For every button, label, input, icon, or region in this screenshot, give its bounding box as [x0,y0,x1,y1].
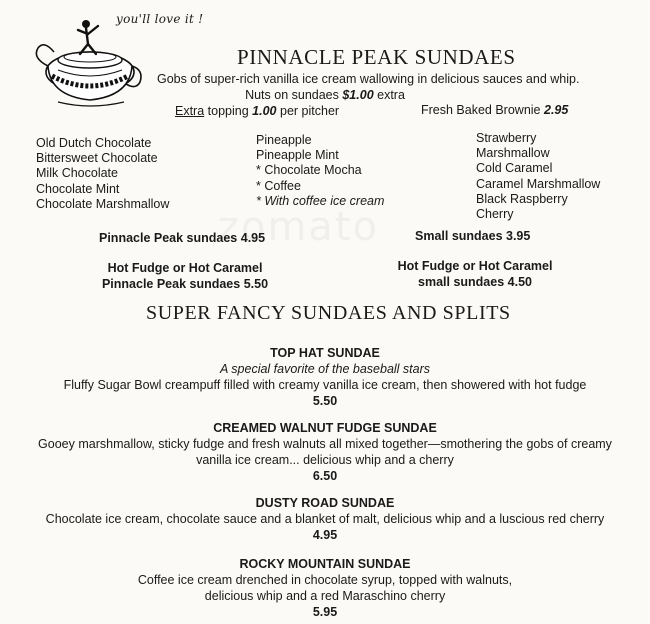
item-name: CREAMED WALNUT FUDGE SUNDAE [213,421,437,435]
intro-description: Gobs of super-rich vanilla ice cream wallowing in delicious sauces and whip. [157,72,580,86]
menu-item-creamed-walnut [0,420,650,484]
flavor-item: Chocolate Mint [36,181,120,196]
flavor-item: Chocolate Marshmallow [36,196,170,211]
item-description: Fluffy Sugar Bowl creampuff filled with creamy vanilla ice cream, then showered with hot fudge [63,378,587,392]
item-name: DUSTY ROAD SUNDAE [255,496,395,510]
menu-item-dusty-road [0,495,650,543]
brownie-price: 2.95 [544,103,569,117]
flavor-item: Old Dutch Chocolate [36,136,152,150]
flavor-item: Strawberry [476,131,537,145]
item-price: 6.50 [312,469,338,483]
item-name: ROCKY MOUNTAIN SUNDAE [239,557,411,571]
price-small: Small sundaes 3.95 [415,229,531,243]
flavor-item: Caramel Marshmallow [476,176,601,191]
flavor-item: Marshmallow [476,146,550,161]
item-subtitle: A special favorite of the baseball stars [219,362,431,376]
topping-line [175,104,339,118]
price-pinnacle: Pinnacle Peak sundaes 4.95 [99,231,266,245]
item-description: delicious whip and a red Maraschino cherry [204,589,446,603]
flavor-item: Pineapple [256,133,312,147]
nuts-price: $1.00 [342,88,374,102]
menu-item-top-hat [0,345,650,409]
item-description: Coffee ice cream drenched in chocolate syrup, topped with walnuts, [137,573,513,587]
item-price: 4.95 [312,528,338,542]
flavor-item: * Coffee [256,178,301,193]
menu-item-rocky-mountain [0,556,650,620]
item-name: TOP HAT SUNDAE [270,346,380,360]
item-description: vanilla ice cream... delicious whip and a cherry [196,453,454,467]
section-title-fancy: SUPER FANCY SUNDAES AND SPLITS [146,302,511,324]
nuts-suffix: extra [377,88,405,102]
price-hot-fudge-small [380,258,570,290]
hot-fudge-small-line1: Hot Fudge or Hot Caramel [397,259,553,273]
topping-label: topping [207,104,249,118]
flavor-item: Milk Chocolate [36,166,118,181]
brownie-label: Fresh Baked Brownie [421,103,541,117]
extra-word: Extra [175,104,205,118]
flavor-column-3 [476,131,600,222]
brownie-line [421,103,568,117]
hot-fudge-pinnacle-line1: Hot Fudge or Hot Caramel [107,261,263,275]
tagline: you'll love it ! [116,12,204,26]
section-title-pinnacle: PINNACLE PEAK SUNDAES [237,45,516,69]
flavor-item: Cherry [476,207,514,222]
item-description: Gooey marshmallow, sticky fudge and fresh walnuts all mixed together—smothering the gobs of creamy [38,437,612,451]
flavor-note: * With coffee ice cream [256,193,385,208]
hot-fudge-pinnacle-line2: Pinnacle Peak sundaes 5.50 [101,277,269,291]
hot-fudge-small-line2: small sundaes 4.50 [418,275,532,289]
flavor-column-2 [256,133,384,209]
flavor-item: Cold Caramel [476,161,553,176]
flavor-item: Pineapple Mint [256,148,339,163]
flavor-item: Bittersweet Chocolate [36,151,158,166]
item-price: 5.95 [312,605,338,619]
topping-suffix: per pitcher [280,104,340,118]
price-hot-fudge-pinnacle [90,260,280,292]
nuts-label: Nuts on sundaes [245,88,339,102]
flavor-item: * Chocolate Mocha [256,163,362,178]
flavor-column-1 [36,136,169,212]
item-description: Chocolate ice cream, chocolate sauce and a blanket of malt, delicious whip and a luscious red cherry [45,512,605,526]
flavor-item: Black Raspberry [476,191,568,206]
item-price: 5.50 [312,394,338,408]
topping-price: 1.00 [252,104,277,118]
nuts-line [0,88,650,102]
